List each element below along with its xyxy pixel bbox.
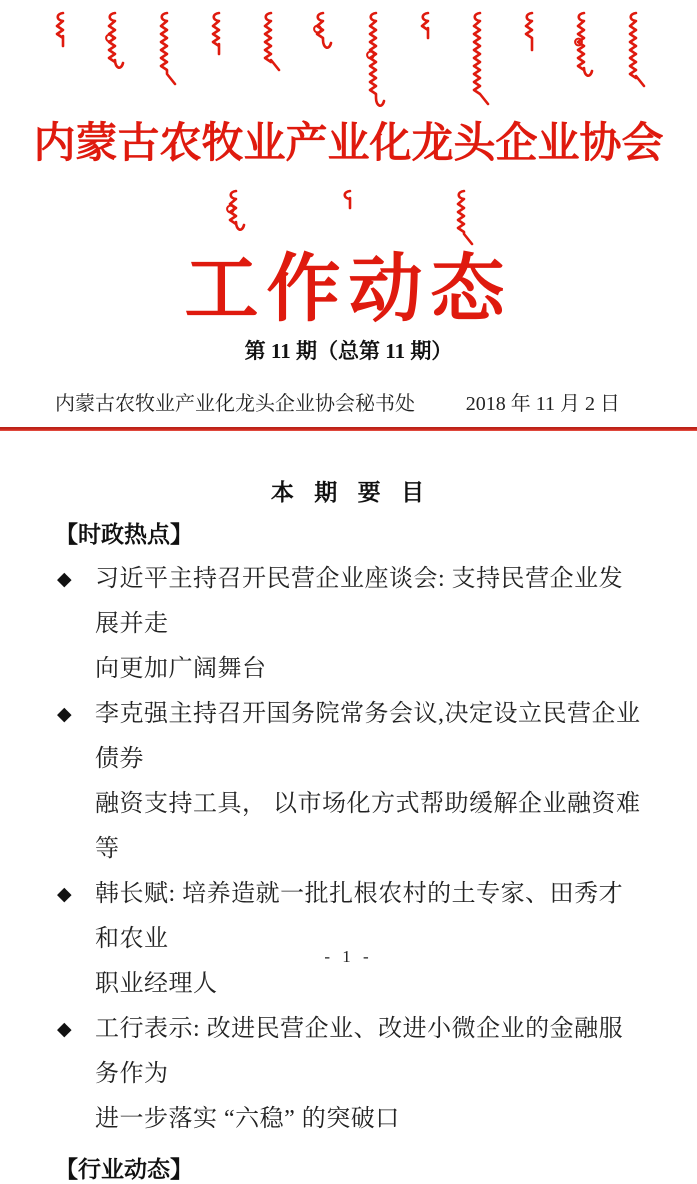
mongolian-word-icon <box>101 10 127 72</box>
bullet-diamond-icon: ◆ <box>57 568 73 590</box>
mongolian-word-icon <box>570 10 596 80</box>
toc-item-text: 习近平主持召开民营企业座谈会: 支持民营企业发展并走 向更加广阔舞台 <box>95 566 624 682</box>
mongolian-word-icon <box>362 10 388 110</box>
mongolian-word-icon <box>622 10 648 88</box>
page-number: - 1 - <box>324 947 373 966</box>
contents-sections <box>55 519 647 1184</box>
mongolian-word-icon <box>414 10 440 40</box>
red-divider <box>0 427 697 431</box>
mongolian-word-icon <box>450 188 476 246</box>
bullet-diamond-icon: ◆ <box>57 1018 73 1040</box>
bulletin-title: 工作动态 <box>184 249 513 331</box>
masthead <box>0 0 697 366</box>
toc-item <box>55 1007 647 1142</box>
toc-list <box>55 557 647 1142</box>
mongolian-word-icon <box>336 188 362 210</box>
toc-item <box>55 557 647 692</box>
bullet-diamond-icon: ◆ <box>57 703 73 725</box>
contents <box>0 477 697 1184</box>
mongolian-word-icon <box>49 10 75 48</box>
mongolian-word-icon <box>309 10 335 52</box>
section-title: 【行业动态】 <box>55 1156 193 1182</box>
issue-number: 第 11 期（总第 11 期） <box>244 339 453 363</box>
toc-item-text: 李克强主持召开国务院常务会议,决定设立民营企业债券 融资支持工具， 以市场化方式帮助缓解企业融资难等 <box>95 701 641 862</box>
mongolian-word-icon <box>257 10 283 72</box>
publisher-name: 内蒙古农牧业产业化龙头企业协会秘书处 <box>55 393 415 415</box>
mongolian-word-icon <box>153 10 179 86</box>
bullet-diamond-icon: ◆ <box>57 883 73 905</box>
mongolian-word-icon <box>466 10 492 106</box>
toc-item-text: 工行表示: 改进民营企业、改进小微企业的金融服务作为 进一步落实 “六稳” 的突破口 <box>95 1016 624 1132</box>
publish-date: 2018 年 11 月 2 日 <box>465 393 620 415</box>
contents-heading: 本 期 要 目 <box>270 479 432 505</box>
toc-item-text: 韩长赋: 培养造就一批扎根农村的土专家、田秀才和农业 职业经理人 <box>95 881 624 997</box>
toc-item <box>55 692 647 872</box>
organization-title: 内蒙古农牧业产业化龙头企业协会 <box>33 121 664 167</box>
mongolian-word-icon <box>222 188 248 234</box>
mongolian-word-icon <box>518 10 544 52</box>
toc-item <box>55 872 647 1007</box>
mongolian-script-top-row <box>49 10 649 112</box>
mongolian-script-sub-row <box>0 188 697 246</box>
mongolian-word-icon <box>205 10 231 56</box>
publisher-row <box>0 390 697 418</box>
section-title: 【时政热点】 <box>55 521 193 547</box>
